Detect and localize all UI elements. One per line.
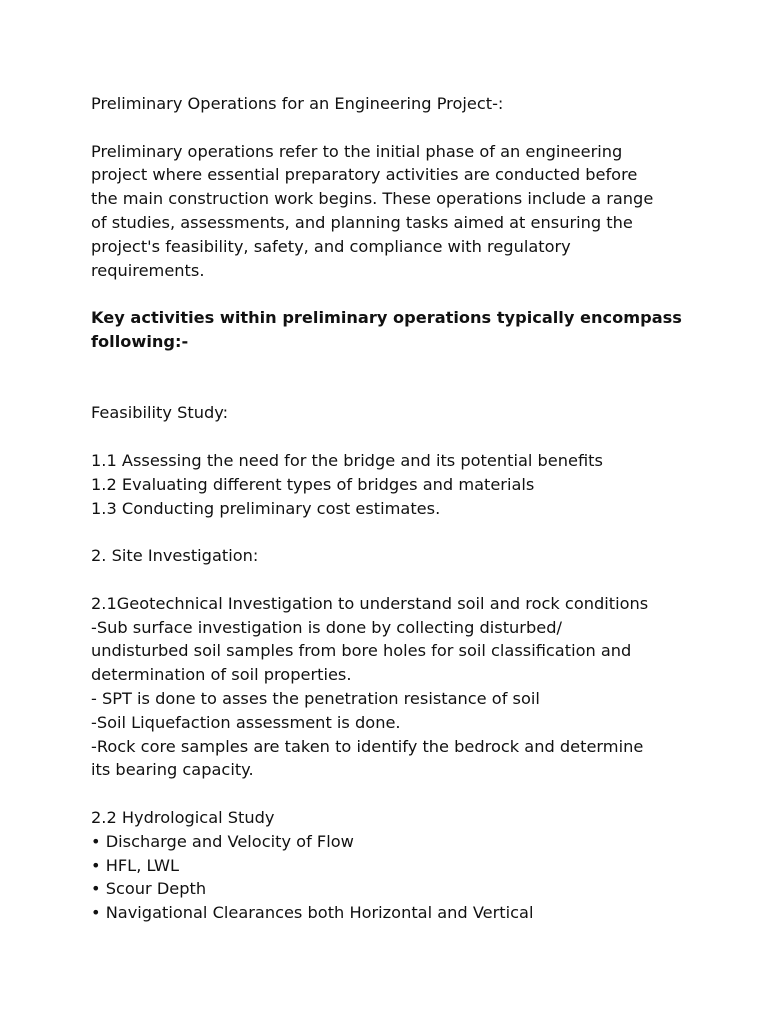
document-title: Preliminary Operations for an Engineering Project-: xyxy=(91,94,504,113)
feasibility-item: 1.2 Evaluating different types of bridges and materials xyxy=(91,474,535,494)
intro-line: project where essential preparatory activities are conducted before xyxy=(91,165,638,185)
spacer xyxy=(91,425,741,449)
geotech-line: undisturbed soil samples from bore holes for soil classification and xyxy=(91,641,632,661)
feasibility-item: 1.1 Assessing the need for the bridge and its potential benefits xyxy=(91,450,603,470)
geotech-line: -Sub surface investigation is done by collecting disturbed/ xyxy=(91,617,562,637)
hydrological-heading: 2.2 Hydrological Study xyxy=(91,807,275,827)
hydrological-bullet: • Navigational Clearances both Horizontal and Vertical xyxy=(91,903,534,923)
hydrological-bullet: • Scour Depth xyxy=(91,879,207,899)
document-page xyxy=(91,92,741,925)
geotech-line: -Rock core samples are taken to identify the bedrock and determine xyxy=(91,736,644,756)
hydrological-bullet: • HFL, LWL xyxy=(91,855,180,875)
feasibility-item: 1.3 Conducting preliminary cost estimates. xyxy=(91,498,441,518)
key-activities-heading: following:- xyxy=(91,331,189,351)
intro-line: Preliminary operations refer to the initial phase of an engineering xyxy=(91,141,623,161)
site-investigation-heading: 2. Site Investigation: xyxy=(91,546,259,566)
intro-line: of studies, assessments, and planning tasks aimed at ensuring the xyxy=(91,212,633,232)
geotech-line: 2.1Geotechnical Investigation to understand soil and rock conditions xyxy=(91,593,649,613)
spacer xyxy=(91,520,741,544)
geotech-line: - SPT is done to asses the penetration resistance of soil xyxy=(91,688,540,708)
spacer xyxy=(91,782,741,806)
spacer xyxy=(91,282,741,306)
geotech-line: its bearing capacity. xyxy=(91,760,254,780)
hydrological-bullet: • Discharge and Velocity of Flow xyxy=(91,831,354,851)
intro-line: project's feasibility, safety, and compliance with regulatory xyxy=(91,236,571,256)
feasibility-heading: Feasibility Study: xyxy=(91,403,229,423)
spacer xyxy=(91,116,741,140)
intro-line: the main construction work begins. These operations include a range xyxy=(91,189,654,209)
intro-line: requirements. xyxy=(91,260,205,280)
geotech-line: -Soil Liquefaction assessment is done. xyxy=(91,712,401,732)
spacer xyxy=(91,568,741,592)
key-activities-heading: Key activities within preliminary operations typically encompass xyxy=(91,308,682,328)
spacer xyxy=(91,354,741,402)
geotech-line: determination of soil properties. xyxy=(91,665,352,685)
